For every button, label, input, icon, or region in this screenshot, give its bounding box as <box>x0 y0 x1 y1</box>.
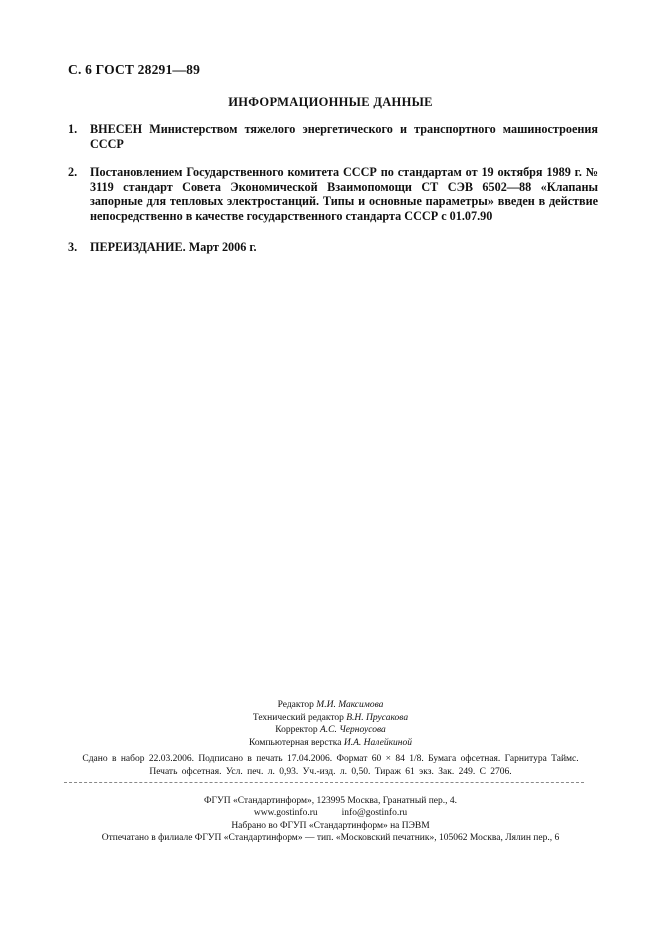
credit-role: Компьютерная верстка <box>249 737 342 748</box>
print-specs-line-2: Печать офсетная. Усл. печ. л. 0,93. Уч.-изд. л. 0,50. Тираж 61 экз. Зак. 249. С 2706. <box>149 766 512 777</box>
credit-layout <box>0 737 661 750</box>
publisher-info <box>0 795 661 845</box>
info-item-3 <box>68 240 598 255</box>
info-item-2 <box>68 165 598 223</box>
page-header: С. 6 ГОСТ 28291—89 <box>68 62 201 77</box>
credit-name: М.И. Максимова <box>316 700 384 710</box>
credit-role: Редактор <box>277 700 314 710</box>
publisher-printed: Отпечатано в филиале ФГУП «Стандартинформ» — тип. «Московский печатник», 105062 Москва, Лялин пер., 6 <box>101 833 560 844</box>
info-item-1 <box>68 122 598 151</box>
credit-name: В.Н. Прусакова <box>346 712 409 723</box>
credit-name: А.С. Черноусова <box>319 725 386 735</box>
item-text: ВНЕСЕН Министерством тяжелого энергетического и транспортного машиностроения СССР <box>90 122 598 151</box>
publisher-email: info@gostinfo.ru <box>341 808 408 819</box>
credit-name: И.А. Налейкиной <box>343 737 412 748</box>
credit-proofreader <box>0 724 661 737</box>
print-specs <box>0 753 661 778</box>
credit-tech-editor <box>0 712 661 725</box>
print-specs-line-1: Сдано в набор 22.03.2006. Подписано в печать 17.04.2006. Формат 60 × 84 1/8. Бумага офсетная. Гарнитура Таймс. <box>82 754 579 764</box>
item-number: 2. <box>68 165 78 180</box>
credit-role: Технический редактор <box>252 712 344 723</box>
credit-role: Корректор <box>275 725 318 735</box>
publisher-typeset: Набрано во ФГУП «Стандартинформ» на ПЭВМ <box>231 820 430 831</box>
item-text: ПЕРЕИЗДАНИЕ. Март 2006 г. <box>90 239 257 254</box>
publisher-contacts <box>0 807 661 819</box>
divider <box>64 782 584 783</box>
item-text: Постановлением Государственного комитета СССР по стандартам от 19 октября 1989 г. № 3119 стандарт Совета Экономической Взаимопомощи СТ СЭВ 6502—88 «Клапаны запорные для тепловых электростанций. Типы и основные параметры» введен в действие непосредственно в качестве государственного стандарта СССР с 01.07.90 <box>90 165 598 223</box>
credit-editor <box>0 699 661 712</box>
info-list <box>68 122 598 268</box>
item-number: 1. <box>68 122 78 136</box>
publisher-address: ФГУП «Стандартинформ», 123995 Москва, Гранатный пер., 4. <box>203 796 458 806</box>
credits <box>0 699 661 749</box>
section-title: ИНФОРМАЦИОННЫЕ ДАННЫЕ <box>228 95 433 109</box>
item-number: 3. <box>68 239 78 254</box>
publisher-website: www.gostinfo.ru <box>253 808 318 819</box>
